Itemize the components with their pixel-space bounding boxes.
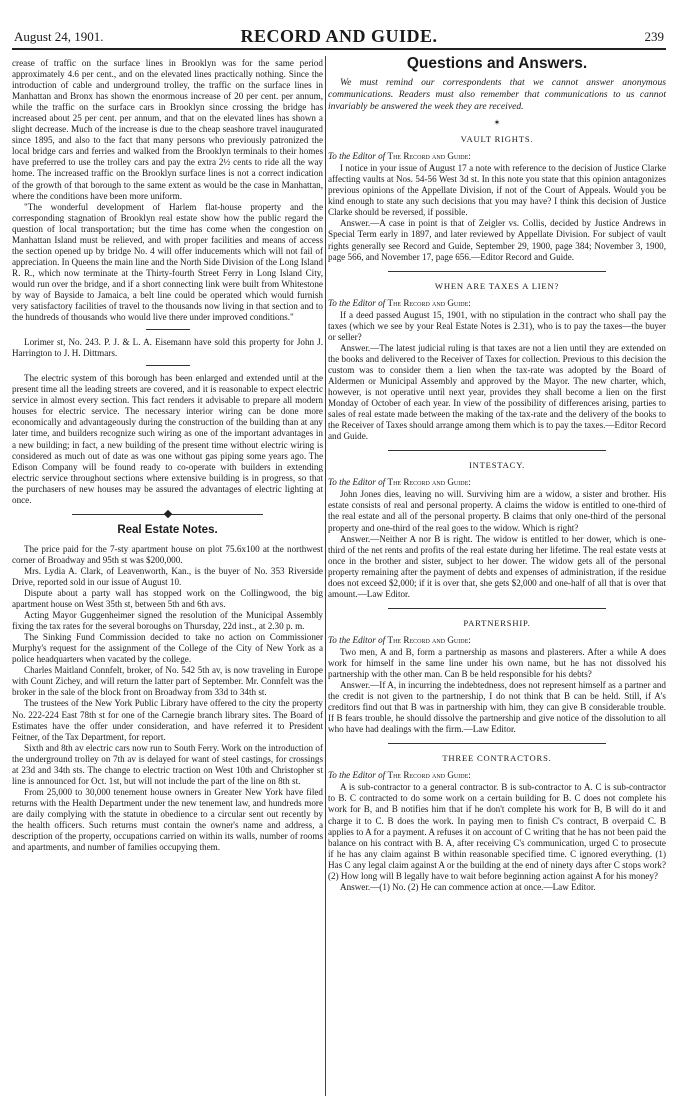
- note-item: The trustees of the New York Public Library have offered to the city the property No. 222-224 East 78th st for one of the Carnegie branch library sites. The Board of Estimates have the offer under consideration, and have referred it to President Feitner, of the Tax Department, for report.: [12, 698, 323, 742]
- section-divider: [388, 608, 606, 609]
- note-item: Mrs. Lydia A. Clark, of Leavenworth, Kan., is the buyer of No. 353 Riverside Drive, reported sold in our issue of August 10.: [12, 565, 323, 587]
- note-item: The price paid for the 7-sty apartment house on plot 75.6x100 at the northwest corner of Broadway and 95th st was $200,000.: [12, 543, 323, 565]
- diamond-ornament-icon: [163, 510, 171, 518]
- partnership-heading: PARTNERSHIP.: [463, 617, 531, 628]
- separator-rule: [146, 365, 190, 366]
- note-item: Acting Mayor Guggenheimer signed the resolution of the Municipal Assembly fixing the tax rates for the several boroughs on Thursday, 22d inst., at 2.30 p. m.: [12, 610, 323, 632]
- article-paragraph: Lorimer st, No. 243. P. J. & L. A. Eisemann have sold this property for John J. Harrington to J. H. Dittmars.: [12, 337, 323, 359]
- note-item: The Sinking Fund Commission decided to take no action on Commissioner Murphy's request for the assignment of the College of the City of New York as a police headquarters when vacated by the college.: [12, 632, 323, 665]
- note-item: From 25,000 to 30,000 tenement house owners in Greater New York have filed returns with the Health Department under the new tenement law, and hundreds more are daily complying with the statute in obedience to a circular sent out recently by the health officers. Such returns must contain the owner's name and address, a description of the property, occupations carried on within its walls, number of rooms and apartments, and number of families occupying them.: [12, 786, 323, 853]
- column-rule: [325, 56, 326, 1096]
- salutation: To the Editor of The Record and Guide:: [328, 477, 471, 488]
- salutation: To the Editor of The Record and Guide:: [328, 151, 471, 162]
- salutation: To the Editor of The Record and Guide:: [328, 634, 471, 645]
- answer-text: Answer.—Neither A nor B is right. The widow is entitled to her dower, which is one-third of the net rents and profits of the real estate during her lifetime. The real estate vests at once in the brother and sister, subject to her dower. The widow gets all of the personal property remaining after the payment of debts and expenses of administration, if the residue does not exceed $2,000; if it is over that, she gets $2,000 and one-half of all that is over that amount.—Law Editor.: [328, 533, 666, 599]
- answer-text: Answer.—(1) No. (2) He can commence action at once.—Law Editor.: [340, 881, 596, 892]
- section-divider: [72, 514, 263, 515]
- article-paragraph: "The wonderful development of Harlem flat-house property and the corresponding stagnation of Brooklyn real estate show how the public regard the question of local transportation; but the time has come when the congestion on Manhattan Island must be relieved, and with proper facilities and means of access the section opened up by bridge No. 4 will offer inducements which will not fail of appreciation. In Queens the main line and the North Side Division of the Long Island R. R., which now terminate at the Thirty-fourth Street Ferry in Long Island City, would run over the bridge, and if a short connecting link were built from Whitestone by way of Bayside to Jamaica, a belt line could be operated which would furnish very satisfactory facilities of travel to the thousands now living in that section and to the hundreds of thousands who would live there under improved conditions.": [12, 201, 323, 323]
- question-text: A is sub-contractor to a general contractor. B is sub-contractor to A. C is sub-contractor to B. C contracted to do some work on a certain building for B. C does not complete his work for B, and B notifies him that if he don't complete his work for B, B will do it and charge it to C. B does the work. In paying men to finish C's contract, B overpaid C. B applies to A for a payment. A refuses it on account of C writing that he has not been paid the balance on his contract with B. A, after receiving C's communication, urged C to prosecute if he has any claim against B within reasonable specified time. C ignored everything. (1) Has C any legal claim against A or the building at the end of ninety days after C stops work? (2) How long will B legally have to wait before beginning action against A for his money?: [328, 782, 666, 881]
- question-text: If a deed passed August 15, 1901, with no stipulation in the contract who shall pay the taxes (which we see by your Real Estate Notes is 2.31), who is to pay the taxes—the buyer or seller?: [328, 309, 666, 342]
- intestacy-heading: INTESTACY.: [468, 460, 526, 471]
- editorial-notice: We must remind our correspondents that we cannot answer anonymous communications. Readers must also remember that communications to us cannot invariably be answered the week they are received.: [328, 77, 666, 113]
- publication-title: RECORD AND GUIDE.: [240, 26, 438, 46]
- salutation: To the Editor of The Record and Guide:: [328, 770, 471, 781]
- star-ornament-icon: ✶: [493, 118, 501, 128]
- masthead: [12, 24, 666, 50]
- real-estate-notes-heading: Real Estate Notes.: [117, 523, 218, 536]
- section-divider: [388, 450, 606, 451]
- vault-rights-heading: VAULT RIGHTS.: [460, 134, 534, 145]
- questions-answers-heading: Questions and Answers.: [406, 55, 588, 72]
- left-column: [12, 58, 323, 853]
- article-paragraph: crease of traffic on the surface lines in Brooklyn was for the same period approximately 4.6 per cent., and on the elevated lines practically nothing. Since the introduction of cable and underground trolley, the traffic on the surface lines in Manhattan and Bronx has shown the enormous increase of 20 per cent. per annum, while the traffic on the surface cars in Brooklyn since crossing the bridge has increased about 25 per cent. per annum, and that on the elevated lines has shown a slight decrease. Much of the increase is due to the cheap seashore travel inaugurated since 1895, and also to the fact that many persons who previously patronized the local bridge cars and ferries and walked from the Brooklyn terminals to their homes have preferred to use the trolley cars and pay the extra 2½ cents to ride all the way home. The increased traffic on the Brooklyn surface lines is not a correct indication of the growth of that borough to the same extent as would be the case in Manhattan, where the conditions have been more uniform.: [12, 58, 323, 201]
- note-item: Charles Maitland Connfelt, broker, of No. 542 5th av, is now traveling in Europe with Count Zichey, and will return the latter part of September. Mr. Connfelt was the broker in the sale of the block front on Broadway from 33d to 34th st.: [12, 665, 323, 698]
- note-item: Sixth and 8th av electric cars now run to South Ferry. Work on the introduction of the underground trolley on 7th av is delayed for want of steel castings, for crossings at 23d and 34th sts. The change to electric traction on West 10th and Christopher st line is announced for Oct. 1st, but will not include the part of the line on 8th st.: [12, 742, 323, 786]
- answer-text: Answer.—If A, in incurring the indebtedness, does not represent himself as a partner and the credit is not given to the partnership, I do not think that B can be held. Still, if A's creditors find out that B was in partnership with him, they can give B considerable trouble. If B fears trouble, he should dissolve the partnership and give notice of the dissolution to all who have had dealings with the firm.—Law Editor.: [328, 680, 666, 735]
- question-text: I notice in your issue of August 17 a note with reference to the decision of Justice Clarke affecting vaults at Nos. 54-56 West 3d st. In this note you state that this opinion antagonizes previous opinions of the Appellate Division, if not of the Court of Appeals. Would you be kind enough to state any such decisions that you may have? I think this decision of Justice Clarke should be reversed, if possible.: [328, 163, 666, 218]
- right-column: [328, 55, 666, 893]
- issue-date: August 24, 1901.: [14, 29, 104, 44]
- three-contractors-heading: THREE CONTRACTORS.: [442, 753, 552, 764]
- page-number: 239: [644, 29, 664, 44]
- answer-text: Answer.—The latest judicial ruling is that taxes are not a lien until they are extended on the books and delivered to the Receiver of Taxes for collection. Previous to this decision the custom was to consider them a lien when the tax-rate was adopted by the Board of Aldermen or Municipal Assembly and approved by the Mayor. The new charter, which, however, is not operative until next year, provides they shall become a lien on the first Monday of October of each year. In view of the possibility of differences arising, parties to sales of real estate made between the making of the tax-rate and the delivery of the books to the Receiver of Taxes should arrange among them which is to pay the taxes.—Editor Record and Guide.: [328, 342, 666, 442]
- section-divider: [388, 743, 606, 744]
- article-paragraph: The electric system of this borough has been enlarged and extended until at the present time all the leading streets are covered, and it is reasonable to expect electric service in almost every section. This fact renders it advisable to prepare all modern houses for electric service. The necessary interior wiring can be done more economically and advantageously during the construction of the building than at any later time, and builders recognize such wiring as one of the important advantages in a new building; in fact, a new building of the present time without electric wiring is considered as much out of date as was one without gas piping some years ago. The Edison Company will be found ready to co-operate with builders in extending electric service throughout sections where extensive building is in progress, so that the purchasers of new houses may be assured the advantages of electric lighting at once.: [12, 373, 323, 505]
- separator-rule: [146, 329, 190, 330]
- section-divider: [388, 271, 606, 272]
- salutation: To the Editor of The Record and Guide:: [328, 297, 471, 308]
- note-item: Dispute about a party wall has stopped work on the Collingwood, the big apartment house on West 35th st, between 5th and 6th avs.: [12, 588, 323, 610]
- question-text: Two men, A and B, form a partnership as masons and plasterers. After a while A does work for himself in the same line under his own name, but he has not dissolved his partnership with the other man. Can B be held responsible for his debts?: [328, 646, 666, 680]
- taxes-lien-heading: WHEN ARE TAXES A LIEN?: [434, 280, 560, 291]
- answer-text: Answer.—A case in point is that of Zeigler vs. Collis, decided by Justice Andrews in Special Term early in 1897, and later reviewed by Appellate Division. For subject of vault rights generally see Record and Guide, September 29, 1900, page 384; November 3, 1900, page 566, and November 17, page 656.—Editor Record and Guide.: [328, 218, 666, 262]
- question-text: John Jones dies, leaving no will. Surviving him are a widow, a sister and brother. His estate consists of real and personal property. A claims the widow is entitled to one-third of the real estate and all of the personal property. B claims that only one-third of the personal property and one-third of the real goes to the widow. Which is right?: [328, 489, 666, 533]
